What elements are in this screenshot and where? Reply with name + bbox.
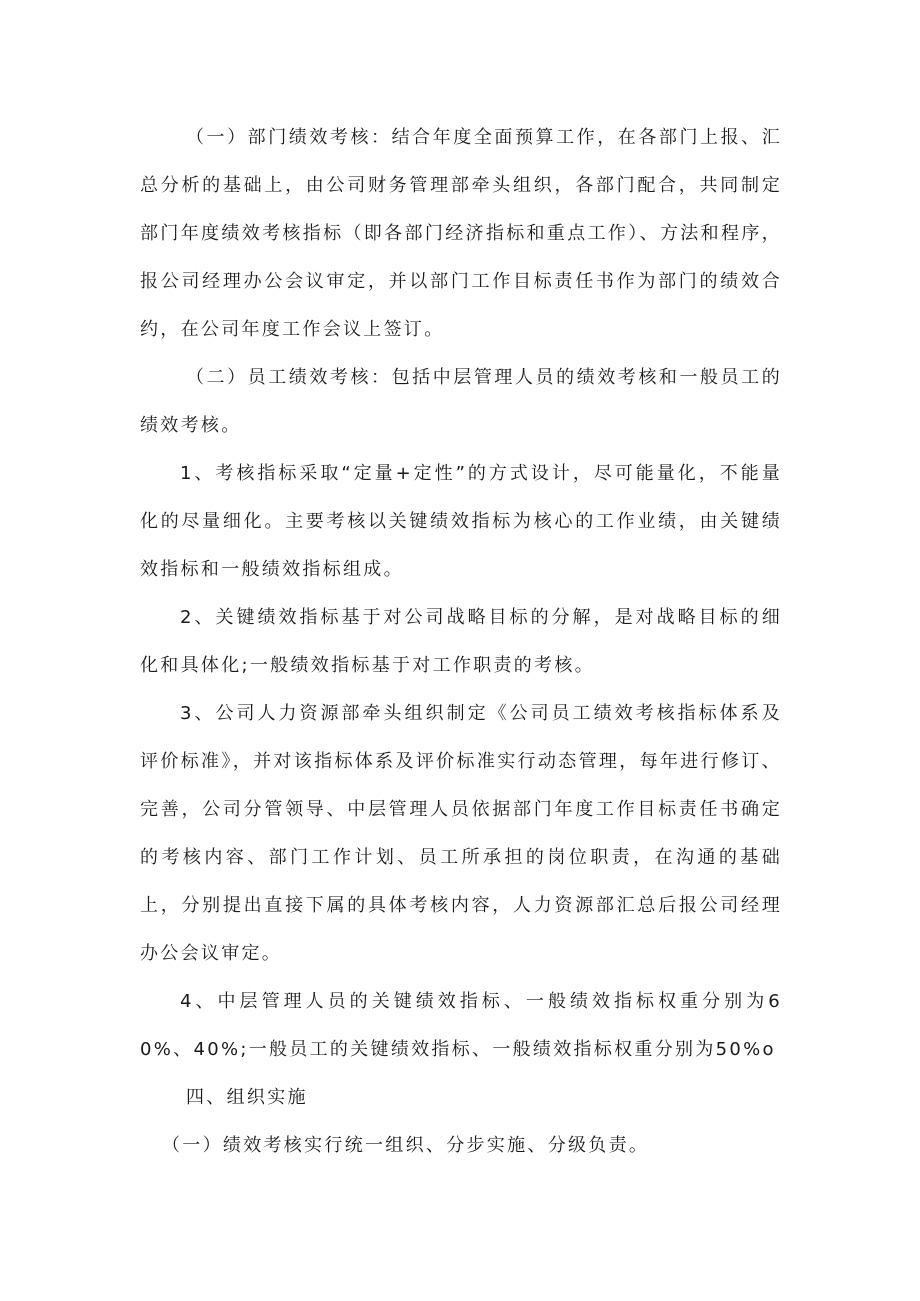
- section-heading-organization: 四、组织实施: [186, 1087, 308, 1108]
- paragraph-department-assessment: （一）部门绩效考核：结合年度全面预算工作，在各部门上报、汇总分析的基础上，由公司财务管理部牵头组织，各部门配合，共同制定部门年度绩效考核指标（即各部门经济指标和重点工作）、方法和程序，报公司经理办公会议审定，并以部门工作目标责任书作为部门的绩效合约，在公司年度工作会议上签订。: [140, 127, 782, 340]
- paragraph-item-2: 2、关键绩效指标基于对公司战略目标的分解，是对战略目标的细化和具体化;一般绩效指标基于对工作职责的考核。: [140, 607, 782, 676]
- paragraph-item-3: 3、公司人力资源部牵头组织制定《公司员工绩效考核指标体系及评价标准》，并对该指标体系及评价标准实行动态管理，每年进行修订、完善，公司分管领导、中层管理人员依据部门年度工作目标责任书确定的考核内容、部门工作计划、员工所承担的岗位职责，在沟通的基础上，分别提出直接下属的具体考核内容，人力资源部汇总后报公司经理办公会议审定。: [140, 703, 782, 964]
- document-body: [140, 114, 782, 1170]
- paragraph-item-4: 4、中层管理人员的关键绩效指标、一般绩效指标权重分别为60%、40%;一般员工的关键绩效指标、一般绩效指标权重分别为50%o: [140, 991, 782, 1060]
- paragraph-organization-1: （一）绩效考核实行统一组织、分步实施、分级负责。: [162, 1135, 650, 1156]
- paragraph-employee-assessment: （二）员工绩效考核：包括中层管理人员的绩效考核和一般员工的绩效考核。: [140, 367, 782, 436]
- paragraph-item-1: 1、考核指标采取“定量+定性”的方式设计，尽可能量化，不能量化的尽量细化。主要考核以关键绩效指标为核心的工作业绩，由关键绩效指标和一般绩效指标组成。: [140, 463, 782, 580]
